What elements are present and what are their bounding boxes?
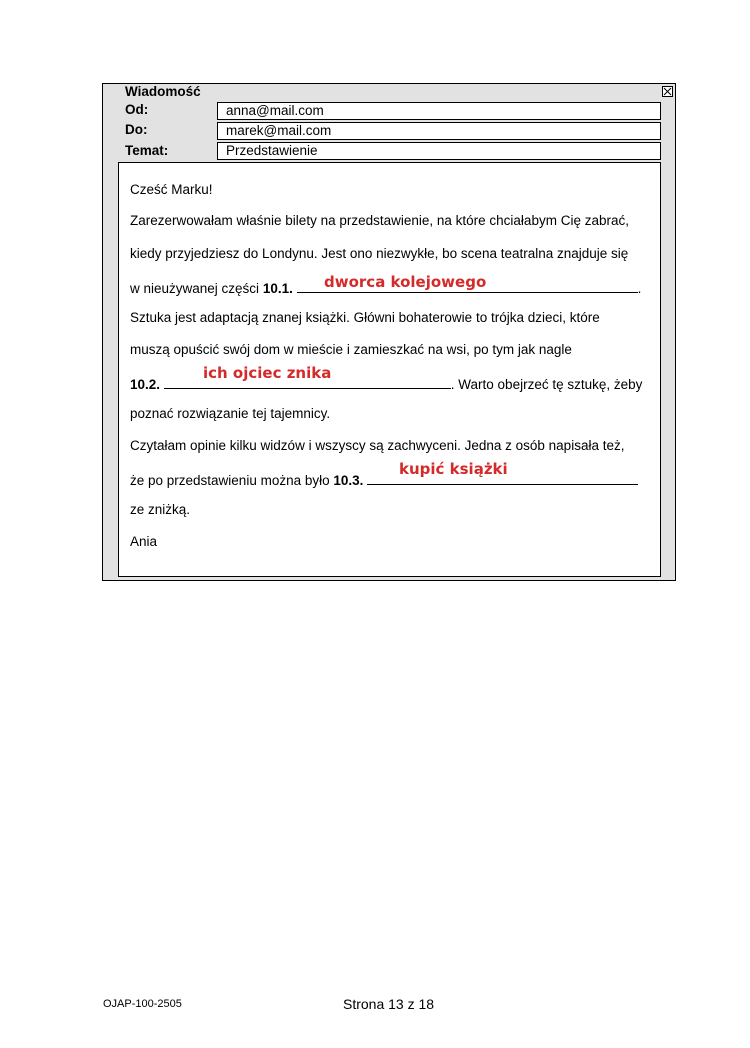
to-label: Do:: [125, 122, 148, 137]
message-window: [102, 83, 676, 581]
body-line: Sztuka jest adaptacją znanej książki. Główni bohaterowie to trójka dzieci, które: [130, 310, 600, 325]
handwritten-answer-3: kupić książki: [399, 460, 508, 478]
handwritten-answer-1: dworca kolejowego: [324, 273, 487, 291]
body-line: kiedy przyjedziesz do Londynu. Jest ono niezwykłe, bo scena teatralna znajduje się: [130, 246, 629, 261]
signature: Ania: [130, 534, 158, 549]
body-line-gap-3: [130, 470, 638, 488]
subject-label: Temat:: [125, 143, 169, 158]
gap-number: 10.2.: [130, 377, 161, 392]
close-icon[interactable]: [662, 86, 673, 97]
body-line: Czytałam opinie kilku widzów i wszyscy są zachwyceni. Jedna z osób napisała też,: [130, 438, 625, 453]
from-label: Od:: [125, 102, 149, 117]
body-line: ze zniżką.: [130, 502, 191, 517]
body-text: . Warto obejrzeć tę sztukę, żeby: [450, 377, 643, 392]
page-number: Strona 13 z 18: [343, 996, 435, 1012]
body-line: poznać rozwiązanie tej tajemnicy.: [130, 406, 331, 421]
body-text: że po przedstawieniu można było: [130, 473, 330, 488]
gap-number: 10.1.: [262, 281, 293, 296]
exam-code: OJAP-100-2505: [103, 998, 182, 1010]
subject-field[interactable]: Przedstawienie: [217, 142, 661, 160]
window-title: Wiadomość: [125, 84, 201, 99]
handwritten-answer-2: ich ojciec znika: [203, 364, 332, 382]
gap-number: 10.3.: [333, 473, 364, 488]
to-field[interactable]: marek@mail.com: [217, 122, 661, 140]
body-text: .: [637, 281, 642, 296]
body-line: Zarezerwowałam właśnie bilety na przedstawienie, na które chciałabym Cię zabrać,: [130, 213, 629, 228]
body-line: muszą opuścić swój dom w mieście i zamieszkać na wsi, po tym jak nagle: [130, 342, 572, 357]
greeting: Cześć Marku!: [130, 182, 213, 197]
body-text: w nieużywanej części: [130, 281, 260, 296]
message-body[interactable]: [118, 162, 661, 577]
from-field[interactable]: anna@mail.com: [217, 102, 661, 120]
